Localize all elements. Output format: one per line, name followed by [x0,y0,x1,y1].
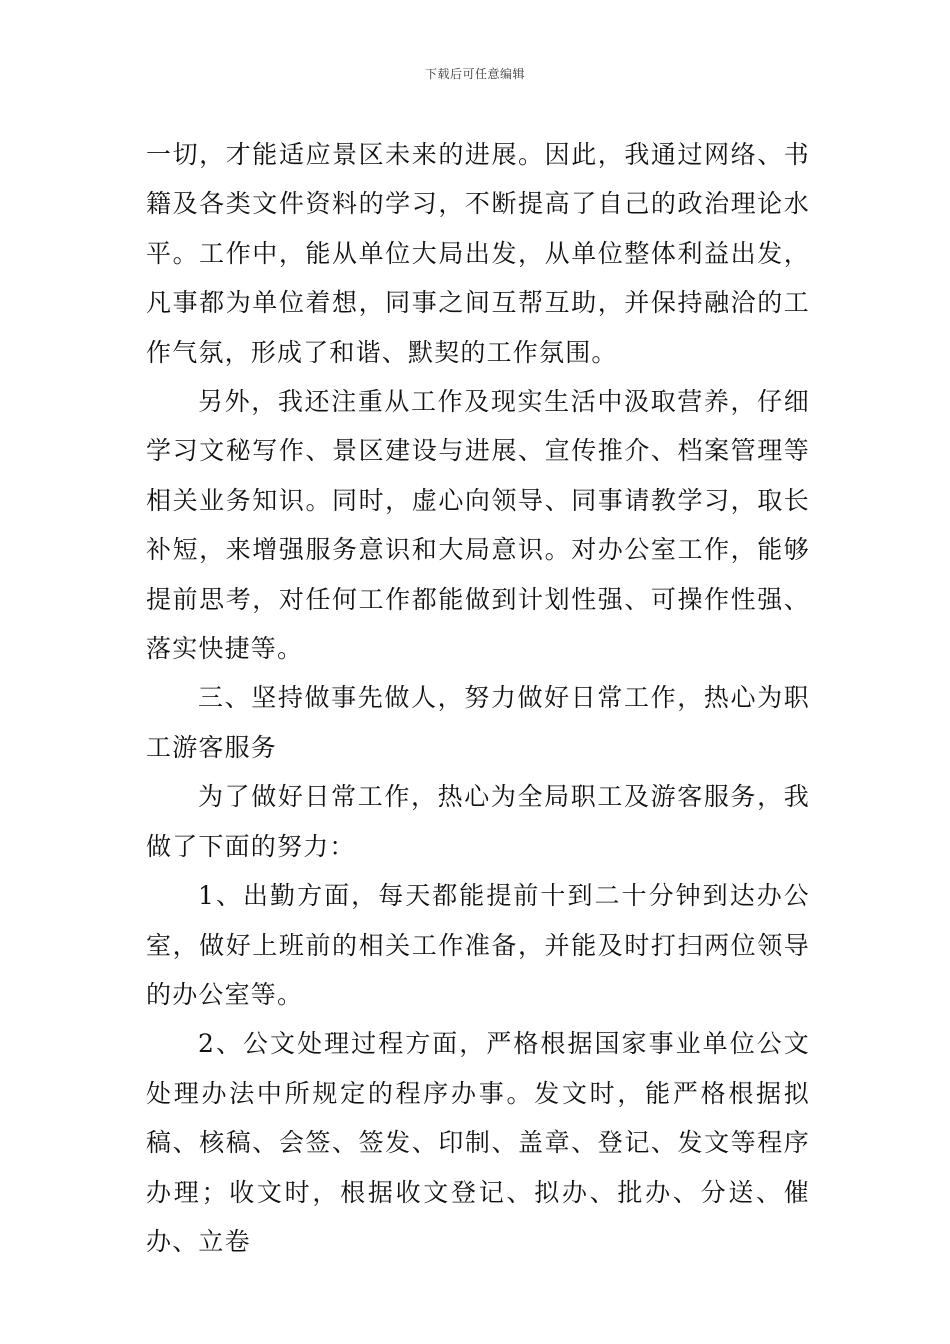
document-body [146,130,810,1266]
page-header: 下载后可任意编辑 [424,67,525,81]
paragraph-continuation: 一切，才能适应景区未来的进展。因此，我通过网络、书籍及各类文件资料的学习，不断提高了自己的政治理论水平。工作中，能从单位大局出发，从单位整体利益出发，凡事都为单位着想，同事之间互帮互助，并保持融洽的工作气氛，形成了和谐、默契的工作氛围。 [146,140,810,367]
list-item: 2、公文处理过程方面，严格根据国家事业单位公文处理办法中所规定的程序办事。发文时，能严格根据拟稿、核稿、会签、签发、印制、盖章、登记、发文等程序办理；收文时，根据收文登记、拟办、批办、分送、催办、立卷 [146,1029,810,1256]
section-heading: 三、坚持做事先做人，努力做好日常工作，热心为职工游客服务 [146,683,810,762]
list-item: 1、出勤方面，每天都能提前十到二十分钟到达办公室，做好上班前的相关工作准备，并能及时打扫两位领导的办公室等。 [146,881,810,1009]
paragraph: 另外，我还注重从工作及现实生活中汲取营养，仔细学习文秘写作、景区建设与进展、宣传推介、档案管理等相关业务知识。同时，虚心向领导、同事请教学习，取长补短，来增强服务意识和大局意识。对办公室工作，能够提前思考，对任何工作都能做到计划性强、可操作性强、落实快捷等。 [146,387,810,664]
paragraph: 为了做好日常工作，热心为全局职工及游客服务，我做了下面的努力： [146,782,810,861]
